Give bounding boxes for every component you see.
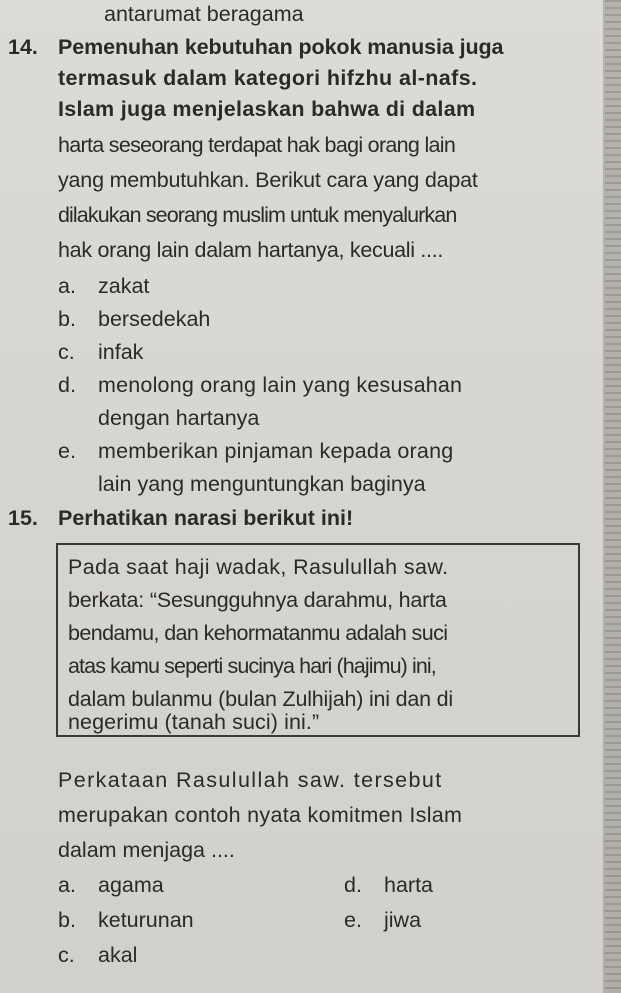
option-text-cont: dengan hartanya	[98, 406, 260, 430]
narrative-line-4: atas kamu seperti sucinya hari (hajimu) ini,	[68, 654, 436, 678]
q14-option-a[interactable]	[58, 276, 149, 298]
q15-option-d[interactable]	[344, 875, 433, 897]
q14-line-4: harta seseorang terdapat hak bagi orang lain	[58, 133, 456, 157]
option-text: akal	[98, 943, 138, 967]
option-letter: d.	[58, 373, 77, 397]
option-letter: e.	[344, 908, 362, 932]
narrative-line-2: berkata: “Sesungguhnya darahmu, harta	[68, 588, 447, 612]
q14-option-e-cont	[98, 474, 426, 496]
narrative-line-1: Pada saat haji wadak, Rasulullah saw.	[68, 555, 449, 579]
q15-option-e[interactable]	[344, 910, 421, 932]
q14-line-7: hak orang lain dalam hartanya, kecuali ....	[58, 238, 444, 262]
q15-line-3: dalam menjaga ....	[58, 838, 235, 862]
option-text-cont: lain yang menguntungkan baginya	[98, 472, 426, 496]
q15-intro: Perhatikan narasi berikut ini!	[58, 506, 354, 530]
q14-line-5: yang membutuhkan. Berikut cara yang dapat	[58, 168, 478, 192]
q14-option-c[interactable]	[58, 342, 143, 364]
option-letter: c.	[58, 943, 75, 967]
q15-option-b[interactable]	[58, 910, 194, 932]
q15-line-2: merupakan contoh nyata komitmen Islam	[58, 803, 463, 827]
q15-number: 15.	[8, 506, 38, 530]
option-text: keturunan	[98, 908, 194, 932]
option-letter: c.	[58, 340, 75, 364]
q15-option-a[interactable]	[58, 875, 164, 897]
option-text: menolong orang lain yang kesusahan	[98, 373, 463, 397]
q14-number: 14.	[8, 35, 38, 59]
narrative-line-3: bendamu, dan kehormatanmu adalah suci	[68, 621, 448, 645]
q14-line-6: dilakukan seorang muslim untuk menyalurkan	[58, 203, 457, 227]
option-letter: d.	[344, 873, 362, 897]
q15-line-1: Perkataan Rasulullah saw. tersebut	[58, 768, 443, 792]
option-text: harta	[384, 873, 434, 897]
q14-option-e[interactable]	[58, 441, 453, 463]
q14-line-1: Pemenuhan kebutuhan pokok manusia juga	[58, 35, 504, 59]
option-letter: b.	[58, 908, 76, 932]
q14-line-3: Islam juga menjelaskan bahwa di dalam	[58, 97, 476, 121]
option-text: agama	[98, 873, 164, 897]
option-text: bersedekah	[98, 307, 211, 331]
option-letter: e.	[58, 439, 77, 463]
book-spine	[605, 0, 621, 993]
option-text: jiwa	[384, 908, 422, 932]
q15-option-c[interactable]	[58, 945, 137, 967]
option-letter: a.	[58, 274, 76, 298]
q14-option-d-cont	[98, 408, 259, 430]
option-letter: b.	[58, 307, 76, 331]
q14-option-b[interactable]	[58, 309, 210, 331]
option-text: infak	[98, 340, 144, 364]
page-edge	[603, 0, 605, 993]
narrative-line-6: negerimu (tanah suci) ini.”	[68, 710, 320, 734]
q14-line-2: termasuk dalam kategori hifzhu al-nafs.	[58, 66, 478, 90]
option-letter: a.	[58, 873, 76, 897]
option-text: memberikan pinjaman kepada orang	[98, 439, 454, 463]
q14-option-d[interactable]	[58, 375, 462, 397]
option-text: zakat	[98, 274, 150, 298]
narrative-line-5: dalam bulanmu (bulan Zulhijah) ini dan di	[68, 687, 454, 711]
top-line: antarumat beragama	[104, 2, 304, 26]
